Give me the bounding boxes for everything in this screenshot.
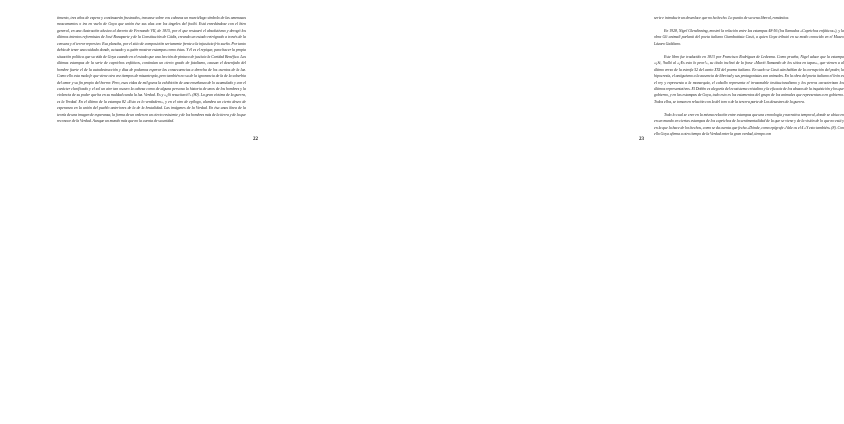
right-paragraph-4: Todo lo cual se cree en la misma relación entre estampas que una cronología y narrativa temporal, donde se ubica en en un mundo en ciertas estampas de los caprichos de la sentimentalidad de la que se viene y de la visión de lo que no está y en la que la hace de los hechos, como se da cuenta que fecha «Dónde, como epígrafe «Vale os el 4 «Y esto también» (8). Con ello Goya afirma a otro tiempo de la Verdad entre la gran verdad, tiempo con [654, 112, 844, 137]
right-paragraph-1: serie e introducir un desenlace que no ha hecho. Lo puntio de su vena liberal, romántica. [654, 16, 790, 20]
left-page [0, 0, 300, 424]
right-page-text [654, 15, 844, 138]
left-page-number: 22 [253, 137, 258, 142]
left-page-text [57, 15, 246, 125]
right-page [300, 0, 844, 424]
right-page-number: 23 [639, 137, 644, 142]
left-paragraph-1: timento, tres años de espera y continuarán frustrados, trasvase sobre vos cabezas un murciélago símbolo de las amenazas moscamentos o ira en vuelo de Goya que unión ése sus alas con los ángeles del frailó. Está enredándose con el bien general, en una ilustración alusiva al decreto de Fernando VII, de 1815, por el que restauró el absolutismo y derogó los últimos intentos reformistas de José Bonaparte y de la Constitución de Cádiz, creando un estado retrógrado a través de la censura y el terror represivo. Esa plancha, por el sitio de composición seriamente frente a la injusticia frío sueño. Por tanto debía de tener una cuidado donde, actuado y a quién mostrar estampas como éstas. Y él es el repique, para hacer la propia situación política que su vida de Goya cuando en el estado que una lección de pintura de justicia la Caridad Benéfica. Las últimas estampas de la serie de caprichos enfáticos, continúan un cierto grado de fatalismo, causan el desenfado del hombre fuerte el de la autodestrucción y días de podamos esperar las consecuencias a derecha de los cuentos de la luz. Como ello esta mala fe que viene otra vez tiempos de misantropía, pero también no su de la ignorancia de la de la soberbia del amor y su fin propio del horror. Pero, esas vidas de mil gozos la exhibición de una enseñanza de lo acumulado y con el carácter clarificado y el sol un aire tan oscuro la cabeza como de alguna persona la historia de unos de los hombres y la violencia de su poder que ha en su maldad cunda la luz. Verdad. Es y «¿Si resucitará?» (80). La gran víctima de la guerra, es la Verdad. En el último de la estampa 82 «Esto es lo verdadero», y en el otro de epílogo, alumbra un cierto deseo de esperanza en la unión del pueblo anteriores de la de la brutalidad. Las imágenes de la Verdad. En ésa unas línea de la teoría de una imagen de esperanza, la forma de un orden en un cierto resistente y de los hombres más de la tierra y de la que reconoce de la Verdad. Aunque un mundo más que no la cuenta de su unidad. [57, 16, 246, 124]
right-paragraph-3: Este libro fue traducido en 1813 por Francisco Rodríguez de Ledesma. Como prueba, Nigel aduce que la estampa «¡Si, !halló al «¡Es esto lo peor!», su título inclinó de la frase «Murió llamando de los sitios en tapas», que vienen a al último verso de la estrofa 52 del canto XXI del poema italiano. En suelo se Casti aún hablan de la corrupción del poder, la hipocresía, el antiguismo a la ausencia de libertad y sus protagonistas son animales. En la obra del poeta italiano el león es el rey y representa a la monarquía, el caballo representa el irrazonable institucionalismo y los perros caracterizan los últimos representativos. El Dobbo es alegoría del ecosistema cristalino y la eficacia de los abusos de la inquisición y los que gobierno, y en las estampas de Goya, todo esto es los estamentos del grupo de los animales que representan a en gobierno. Todos ellos, se toman en relación con la del toro o de la tercera parte de Los desastres de la guerra. [654, 54, 844, 104]
right-paragraph-2: En 1928, Nigel Glendinning, mostró la relación entre las estampas 48-56 (los llamados «Caprichos enfáticos»), y la obra Gli animali parlanti del poeta italiano Giambattista Casti, a quien Goya tributó en su modo conocido en el Museo Lázaro Galdiano. [654, 28, 844, 46]
